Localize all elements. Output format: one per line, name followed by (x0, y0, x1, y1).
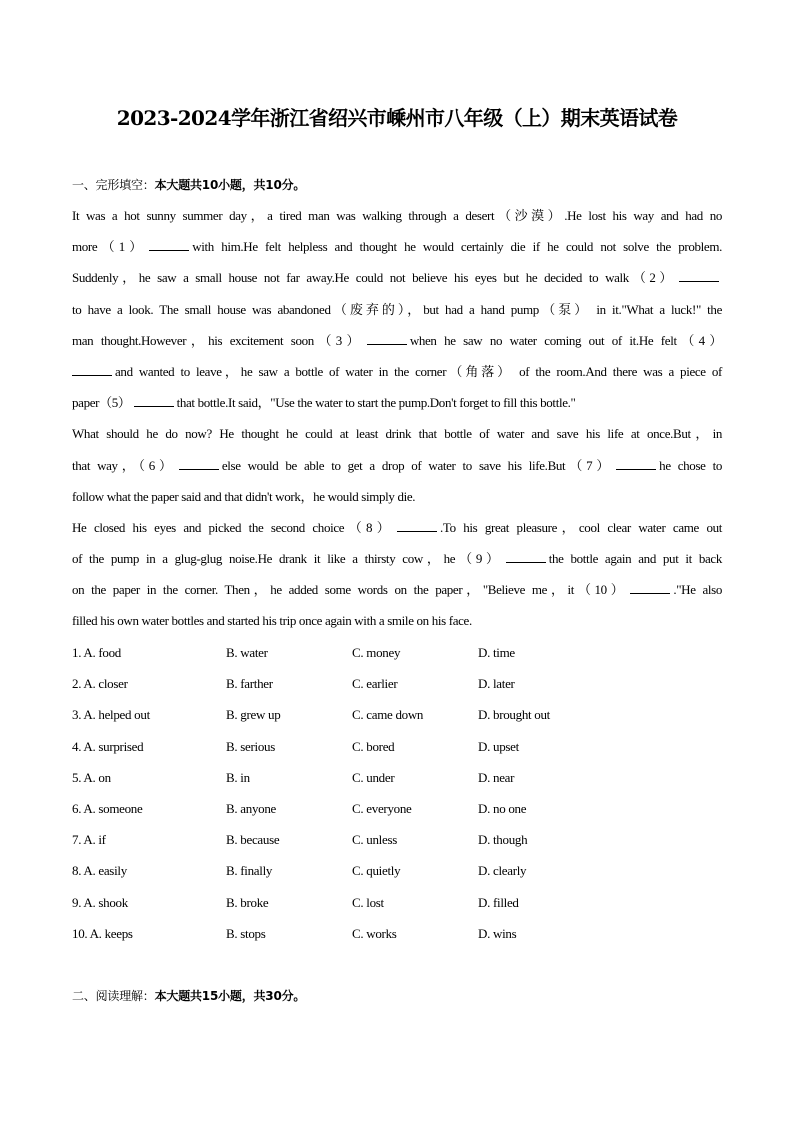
option-c: C. unless (352, 832, 397, 848)
option-c: C. everyone (352, 800, 412, 816)
option-d: D. time (478, 645, 515, 660)
passage-text: and wanted to leave，he saw a bottle of water in the corner（角落） of the room.And there was a piece of (115, 363, 722, 379)
option-c: C. money (352, 645, 401, 660)
option-a: 8. A. easily (72, 863, 127, 879)
passage-text: he chose to (659, 457, 723, 473)
question-options-row (72, 637, 692, 668)
section-description: 本大题共15小题，共30分。 (154, 989, 306, 1003)
page-title: 2023-2024学年浙江省绍兴市嵊州市八年级（上）期末英语试卷 (116, 106, 678, 130)
passage-line (72, 543, 722, 574)
passage-text: man thought.However，his excitement soon（3） (72, 332, 364, 348)
option-b: B. finally (226, 863, 273, 879)
option-c: C. bored (352, 738, 395, 754)
passage-line (72, 356, 722, 387)
passage-text: with him.He felt helpless and thought he would certainly die if he could not solve the problem. (192, 239, 723, 255)
section-prefix: 二、阅读理解： (72, 989, 155, 1003)
option-c: C. came down (352, 707, 424, 723)
passage-line: follow what the paper said and that didn't work，he would simply die. (72, 488, 416, 504)
option-b: B. serious (226, 738, 276, 754)
answer-blank (149, 238, 189, 251)
option-c: C. under (352, 769, 395, 785)
question-options-row (72, 855, 692, 886)
passage-text: when he saw no water coming out of it.He felt（4） (409, 332, 722, 348)
passage-line (72, 325, 722, 356)
option-b: B. water (226, 645, 268, 660)
question-options-row (72, 731, 692, 762)
passage-line: filled his own water bottles and started his trip once again with a smile on his face. (72, 613, 472, 629)
option-c: C. works (352, 925, 397, 941)
option-b: B. anyone (226, 800, 277, 816)
passage-text: more（1） (72, 239, 147, 255)
question-options-row (72, 668, 692, 699)
passage-line (72, 512, 722, 543)
passage-text: of the pump in a glug-glug noise.He drank it like a thirsty cow，he（9） (72, 551, 503, 567)
passage-text: .To his great pleasure，cool clear water came out (440, 519, 723, 535)
cloze-passage (72, 200, 722, 637)
option-a: 5. A. on (72, 769, 111, 785)
option-d: D. clearly (478, 863, 527, 879)
option-a: 3. A. helped out (72, 707, 150, 723)
option-a: 6. A. someone (72, 800, 143, 816)
answer-blank (397, 519, 437, 532)
question-options-row (72, 793, 692, 824)
passage-line (72, 387, 722, 418)
option-a: 1. A. food (72, 645, 122, 660)
answer-options (72, 637, 692, 949)
option-d: D. no one (478, 800, 527, 816)
passage-text: He closed his eyes and picked the second choice（8） (72, 519, 394, 535)
option-c: C. earlier (352, 676, 398, 692)
question-options-row (72, 887, 692, 918)
passage-text: Suddenly，he saw a small house not far away.He could not believe his eyes but he decided to walk（2） (72, 270, 676, 286)
answer-blank (630, 581, 670, 594)
option-a: 7. A. if (72, 832, 106, 848)
section-heading-reading (72, 987, 305, 1005)
passage-line: What should he do now? He thought he could at least drink that bottle of water and save his life at once.But，in (72, 426, 722, 442)
passage-line (72, 574, 722, 605)
passage-text: that way，（6） (72, 457, 176, 473)
answer-blank (179, 457, 219, 470)
option-b: B. farther (226, 676, 273, 692)
option-b: B. grew up (226, 707, 281, 723)
answer-blank (367, 332, 407, 345)
question-options-row (72, 918, 692, 949)
passage-text: ."He also (673, 582, 722, 598)
answer-blank (679, 269, 719, 282)
option-d: D. upset (478, 738, 519, 754)
answer-blank (134, 394, 174, 407)
option-b: B. stops (226, 925, 266, 941)
option-a: 2. A. closer (72, 676, 128, 692)
option-a: 9. A. shook (72, 894, 128, 910)
option-d: D. later (478, 676, 515, 692)
passage-line (72, 450, 722, 481)
option-d: D. near (478, 769, 515, 785)
section-heading-cloze (72, 176, 305, 194)
question-options-row (72, 699, 692, 730)
option-c: C. lost (352, 894, 384, 910)
question-options-row (72, 762, 692, 793)
passage-text: the bottle again and put it back (548, 551, 722, 567)
question-options-row (72, 824, 692, 855)
passage-line (72, 231, 722, 262)
option-d: D. though (478, 832, 528, 848)
passage-text: on the paper in the corner. Then，he added some words on the paper，"Believe me，it（10） (72, 582, 628, 598)
passage-text: paper（5） (72, 395, 131, 411)
answer-blank (506, 550, 546, 563)
passage-text: else would be able to get a drop of water to save his life.But（7） (221, 457, 614, 473)
section-prefix: 一、完形填空： (72, 178, 155, 192)
option-c: C. quietly (352, 863, 401, 879)
passage-line: It was a hot sunny summer day，a tired man was walking through a desert（沙漠）.He lost his way and had no (72, 208, 722, 223)
passage-line: to have a look. The small house was abandoned（废弃的），but had a hand pump（泵） in it."What a luck!" the (72, 301, 722, 317)
section-description: 本大题共10小题，共10分。 (154, 178, 306, 192)
passage-line (72, 262, 722, 293)
option-d: D. brought out (478, 707, 550, 723)
option-b: B. because (226, 832, 280, 848)
option-b: B. in (226, 769, 250, 785)
option-a: 4. A. surprised (72, 738, 144, 754)
answer-blank (616, 457, 656, 470)
option-d: D. filled (478, 894, 519, 910)
answer-blank (72, 363, 112, 376)
option-a: 10. A. keeps (72, 925, 133, 941)
option-d: D. wins (478, 925, 517, 941)
passage-text: that bottle.It said，"Use the water to start the pump.Don't forget to fill this bottle." (176, 395, 576, 411)
option-b: B. broke (226, 894, 269, 910)
